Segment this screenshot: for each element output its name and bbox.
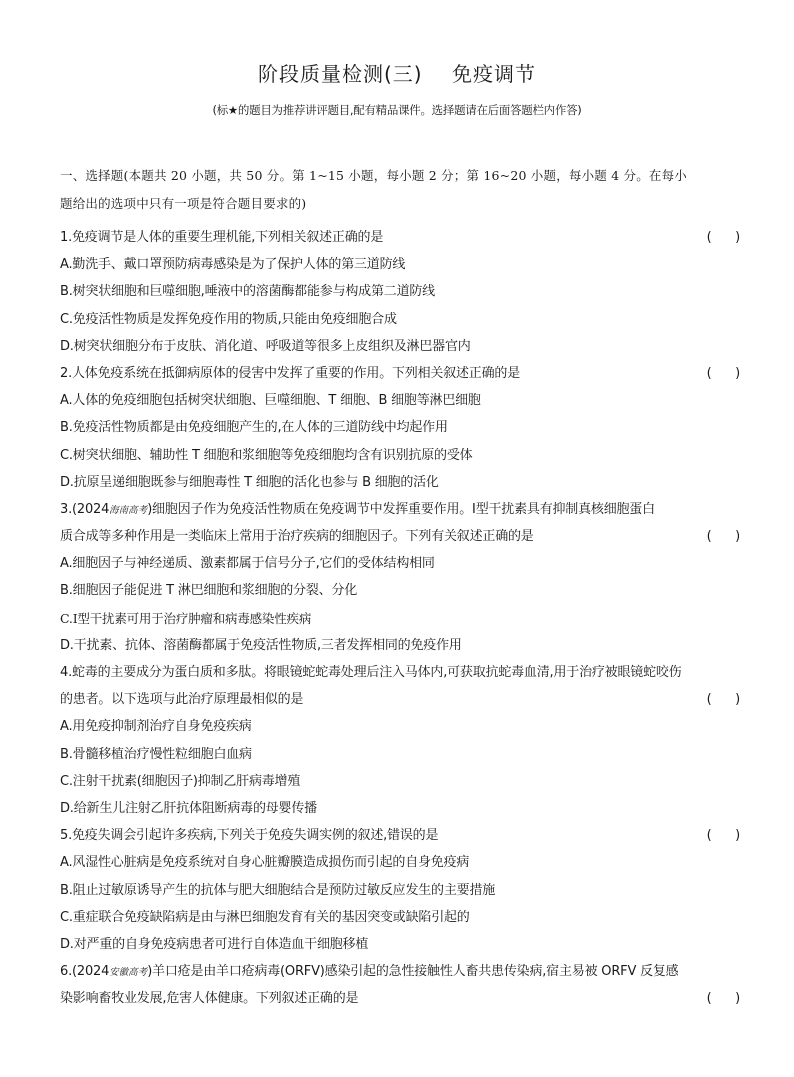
answer-blank: ( ) [706, 828, 740, 844]
question-4-option-c: C.注射干扰素(细胞因子)抑制乙肝病毒增殖 [60, 773, 301, 789]
answer-blank: ( ) [706, 692, 740, 708]
question-3-text-cont: 质合成等多种作用是一类临床上常用于治疗疾病的细胞因子。下列有关叙述正确的是 [60, 529, 534, 545]
page-title: 阶段质量检测(三) 免疫调节 [257, 62, 537, 86]
question-4-stem-line-1: 4.蛇毒的主要成分为蛋白质和多肽。将眼镜蛇蛇毒处理后注入马体内,可获取抗蛇毒血清,用于治疗被眼镜蛇咬伤 [60, 665, 682, 680]
question-3-option-b: B.细胞因子能促进 T 淋巴细胞和浆细胞的分裂、分化 [60, 583, 358, 599]
question-2-option-a: A.人体的免疫细胞包括树突状细胞、巨噬细胞、T 细胞、B 细胞等淋巴细胞 [60, 393, 481, 409]
question-list [60, 224, 740, 1012]
question-5-option-a: A.风湿性心脏病是免疫系统对自身心脏瓣膜造成损伤而引起的自身免疫病 [60, 855, 470, 871]
question-2-option-d: D.抗原呈递细胞既参与细胞毒性 T 细胞的活化也参与 B 细胞的活化 [60, 474, 439, 490]
question-4-option-b: B.骨髓移植治疗慢性粒细胞白血病 [60, 746, 252, 762]
question-2-option-b: B.免疫活性物质都是由免疫细胞产生的,在人体的三道防线中均起作用 [60, 420, 448, 436]
question-4-text-cont: 的患者。以下选项与此治疗原理最相似的是 [60, 692, 304, 708]
answer-blank: ( ) [706, 230, 740, 245]
answer-blank: ( ) [706, 365, 740, 381]
question-5-option-b: B.阻止过敏原诱导产生的抗体与肥大细胞结合是预防过敏反应发生的主要措施 [60, 882, 496, 898]
question-3-option-d: D.干扰素、抗体、溶菌酶都属于免疫活性物质,三者发挥相同的免疫作用 [60, 637, 462, 653]
question-3-option-a: A.细胞因子与神经递质、激素都属于信号分子,它们的受体结构相同 [60, 556, 435, 572]
question-3-text: )细胞因子作为免疫活性物质在免疫调节中发挥重要作用。Ⅰ型干扰素具有抑制真核细胞蛋白 [147, 501, 655, 517]
question-2-option-c: C.树突状细胞、辅助性 T 细胞和浆细胞等免疫细胞均含有识别抗原的受体 [60, 447, 473, 463]
question-3-stem-line-2 [60, 523, 740, 550]
question-1-option-b: B.树突状细胞和巨噬细胞,唾液中的溶菌酶都能参与构成第二道防线 [60, 284, 435, 300]
question-4-stem-line-2 [60, 686, 740, 713]
section-heading [60, 162, 740, 218]
question-5-stem [60, 822, 740, 849]
answer-blank: ( ) [706, 991, 740, 1007]
question-6-stem-line-1 [60, 958, 740, 985]
question-4-option-a: A.用免疫抑制剂治疗自身免疫疾病 [60, 719, 252, 735]
source-tag: 海南高考 [109, 504, 148, 516]
question-6-prefix: 6.(2024 [60, 964, 110, 980]
question-2-stem [60, 360, 740, 387]
question-3-prefix: 3.(2024 [60, 501, 110, 517]
question-1-option-d: D.树突状细胞分布于皮肤、消化道、呼吸道等很多上皮组织及淋巴器官内 [60, 338, 471, 354]
question-5-text: 5.免疫失调会引起许多疾病,下列关于免疫失调实例的叙述,错误的是 [60, 828, 439, 844]
question-6-text: )羊口疮是由羊口疮病毒(ORFV)感染引起的急性接触性人畜共患传染病,宿主易被 ORFV 反复感 [147, 964, 679, 980]
question-1-text: 1.免疫调节是人体的重要生理机能,下列相关叙述正确的是 [60, 230, 384, 245]
question-1-stem [60, 224, 740, 251]
question-5-option-c: C.重症联合免疫缺陷病是由与淋巴细胞发育有关的基因突变或缺陷引起的 [60, 909, 470, 925]
question-1-option-a: A.勤洗手、戴口罩预防病毒感染是为了保护人体的第三道防线 [60, 257, 406, 273]
question-3-stem-line-1 [60, 496, 740, 523]
question-4-option-d: D.给新生儿注射乙肝抗体阻断病毒的母婴传播 [60, 800, 317, 816]
answer-blank: ( ) [706, 529, 740, 545]
question-6-stem-line-2 [60, 985, 740, 1012]
section-heading-line-1: 一、选择题(本题共 20 小题，共 50 分。第 1~15 小题，每小题 2 分；第 16~20 小题，每小题 4 分。在每小 [60, 168, 687, 183]
question-2-text: 2.人体免疫系统在抵御病原体的侵害中发挥了重要的作用。下列相关叙述正确的是 [60, 365, 521, 381]
question-5-option-d: D.对严重的自身免疫病患者可进行自体造血干细胞移植 [60, 936, 369, 952]
page-subtitle: (标★的题目为推荐讲评题目,配有精品课件。选择题请在后面答题栏内作答) [212, 103, 582, 117]
source-tag: 安徽高考 [109, 967, 148, 979]
question-6-text-cont: 染影响畜牧业发展,危害人体健康。下列叙述正确的是 [60, 991, 359, 1007]
question-3-option-c: C.Ⅰ型干扰素可用于治疗肿瘤和病毒感染性疾病 [60, 610, 312, 626]
section-heading-line-2: 题给出的选项中只有一项是符合题目要求的) [60, 196, 307, 211]
question-1-option-c: C.免疫活性物质是发挥免疫作用的物质,只能由免疫细胞合成 [60, 311, 397, 327]
